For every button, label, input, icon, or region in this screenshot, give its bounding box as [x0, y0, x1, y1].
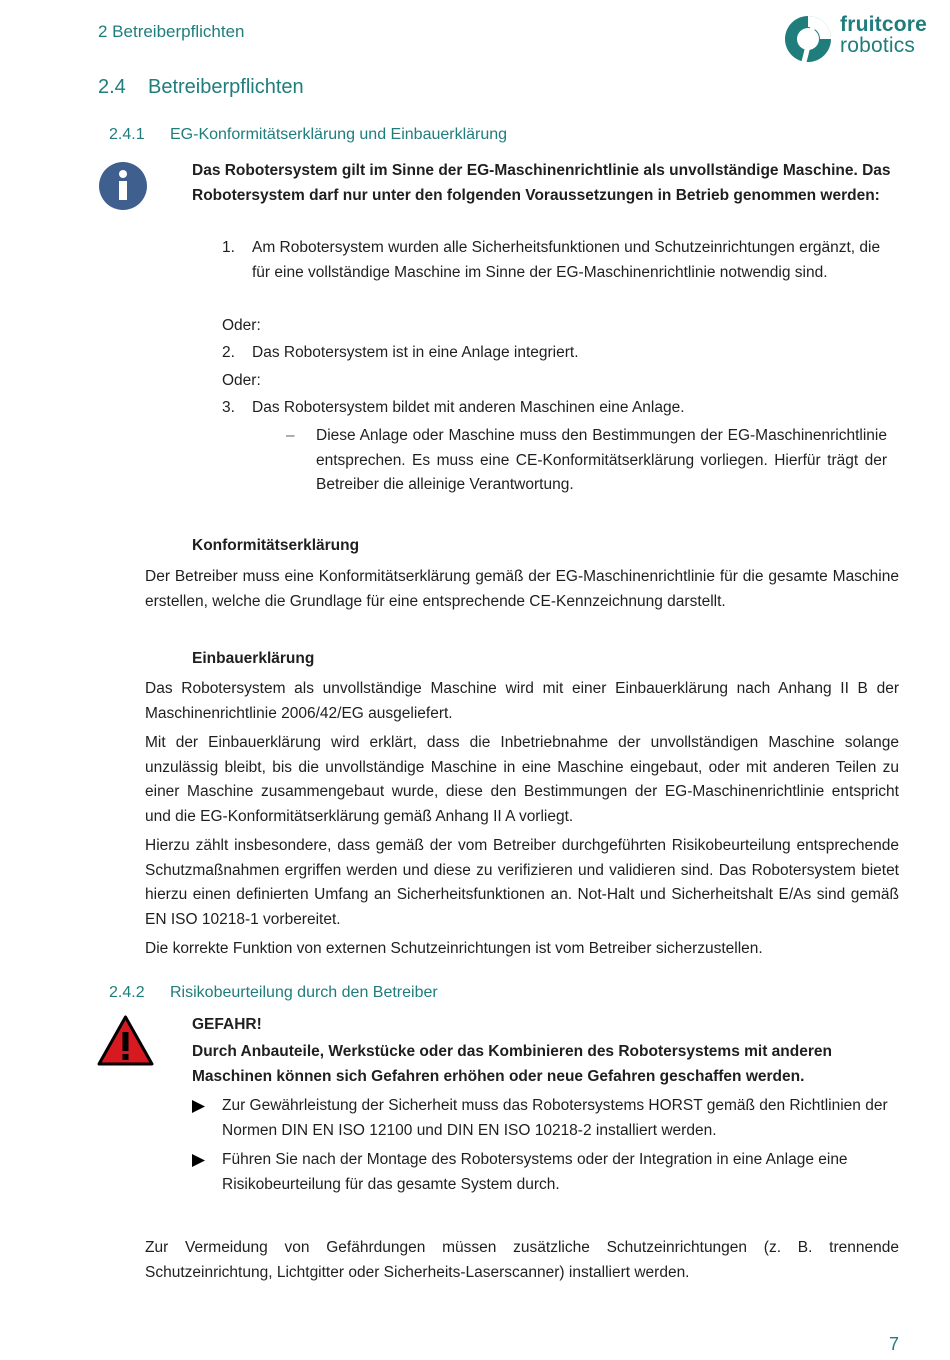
list-item: [222, 236, 882, 285]
section-title: Betreiberpflichten: [148, 76, 304, 98]
subsection-title: Risikobeurteilung durch den Betreiber: [170, 984, 438, 1001]
section-heading: [98, 76, 304, 99]
einbau-paragraph-1: Das Robotersystem als unvollständige Maschine wird mit einer Einbauerklärung nach Anhang II B der Maschinenrichtlinie 2006/42/EG ausgeliefert.: [145, 680, 899, 722]
page-number: 7: [888, 1334, 899, 1354]
logo-wordmark-line1: fruitcore: [840, 13, 927, 36]
list-item-text: Das Robotersystem bildet mit anderen Maschinen eine Anlage.: [252, 399, 685, 416]
einbau-paragraph-2: Mit der Einbauerklärung wird erklärt, dass die Inbetriebnahme der unvollständigen Maschine solange unzulässig bleibt, bis die unvollständige Maschine in eine Maschine eingebaut, oder mit anderen Teilen zu einer Maschine zusammengebaut wurde, diese den Bestimmungen der EG-Maschinenrichtlinie entspricht und die EG-Konformitätserklärung gemäß Anhang II A vorliegt.: [145, 734, 899, 825]
info-icon: [98, 161, 148, 211]
fruitcore-logo: [784, 14, 940, 66]
closing-paragraph: Zur Vermeidung von Gefährdungen müssen zusätzliche Schutzeinrichtungen (z. B. trennende Schutzeinrichtung, Lichtgitter oder Sicherheits-Laserscanner) installiert werden.: [145, 1239, 899, 1281]
oder-label: Oder:: [222, 372, 261, 389]
subsection-heading-241: [109, 126, 507, 144]
subsection-title: EG-Konformitätserklärung und Einbauerklärung: [170, 126, 508, 143]
list-item-text: Das Robotersystem ist in eine Anlage integriert.: [252, 344, 579, 361]
bullet-text: Zur Gewährleistung der Sicherheit muss das Robotersystems HORST gemäß den Richtlinien der Normen DIN EN ISO 12100 und DIN EN ISO 10218-2 installiert werden.: [222, 1097, 888, 1139]
dash-marker: –: [286, 427, 295, 444]
danger-label: GEFAHR!: [192, 1016, 262, 1033]
danger-text: Durch Anbauteile, Werkstücke oder das Kombinieren des Robotersystems mit anderen Maschinen können sich Gefahren erhöhen oder neue Gefahren geschaffen werden.: [192, 1043, 832, 1085]
subsection-heading-242: [109, 984, 438, 1002]
running-header: 2 Betreiberpflichten: [98, 22, 245, 41]
einbau-heading: Einbauerklärung: [192, 650, 315, 667]
einbau-paragraph-4: Die korrekte Funktion von externen Schutzeinrichtungen ist vom Betreiber sicherzustellen.: [145, 940, 763, 957]
logo-mark-icon: [784, 14, 834, 64]
list-item-number: 1.: [222, 239, 235, 256]
section-number: 2.4: [98, 76, 126, 98]
list-item: [222, 341, 882, 366]
warning-triangle-icon: [97, 1015, 154, 1067]
list-item-number: 3.: [222, 399, 235, 416]
konformitaet-heading: Konformitätserklärung: [192, 537, 360, 554]
bullet-arrow-icon: [192, 1154, 205, 1167]
list-item-text: Am Robotersystem wurden alle Sicherheitsfunktionen und Schutzeinrichtungen ergänzt, die für eine vollständige Maschine im Sinne der EG-Maschinenrichtlinie notwendig sind.: [252, 239, 881, 281]
bullet-item: [192, 1094, 892, 1143]
notice-text: Das Robotersystem gilt im Sinne der EG-Maschinenrichtlinie als unvollständige Maschine. Das Robotersystem darf nur unter den folgenden Voraussetzungen in Betrieb genommen werden:: [192, 162, 891, 204]
bullet-item: [192, 1148, 892, 1197]
subsection-number: 2.4.1: [109, 126, 145, 143]
logo-wordmark-line2: robotics: [840, 34, 916, 57]
einbau-paragraph-3: Hierzu zählt insbesondere, dass gemäß der vom Betreiber durchgeführten Risikobeurteilung entsprechende Schutzmaßnahmen ergriffen werden und diese zu verifizieren und validieren sind. Das Robotersystem bietet hierzu einen definierten Umfang an Sicherheitsfunktionen an. Not-Halt und Sicherheitshalt E/As sind gemäß EN ISO 10218-1 vorbereitet.: [145, 837, 899, 928]
konformitaet-paragraph: Der Betreiber muss eine Konformitätserklärung gemäß der EG-Maschinenrichtlinie für die gesamte Maschine erstellen, welche die Grundlage für eine entsprechende CE-Kennzeichnung darstellt.: [145, 568, 899, 610]
bullet-arrow-icon: [192, 1100, 205, 1113]
list-item-number: 2.: [222, 344, 235, 361]
dash-item-text: Diese Anlage oder Maschine muss den Bestimmungen der EG-Maschinenrichtlinie entsprechen. Es muss eine CE-Konformitätserklärung vorliegen. Hierfür trägt der Betreiber die alleinige Verantwortung.: [316, 427, 887, 493]
bullet-text: Führen Sie nach der Montage des Robotersystems oder der Integration in eine Anlage eine Risikobeurteilung für das gesamte System durch.: [222, 1151, 848, 1193]
oder-label: Oder:: [222, 317, 261, 334]
list-item: [222, 396, 882, 421]
subsection-number: 2.4.2: [109, 984, 145, 1001]
